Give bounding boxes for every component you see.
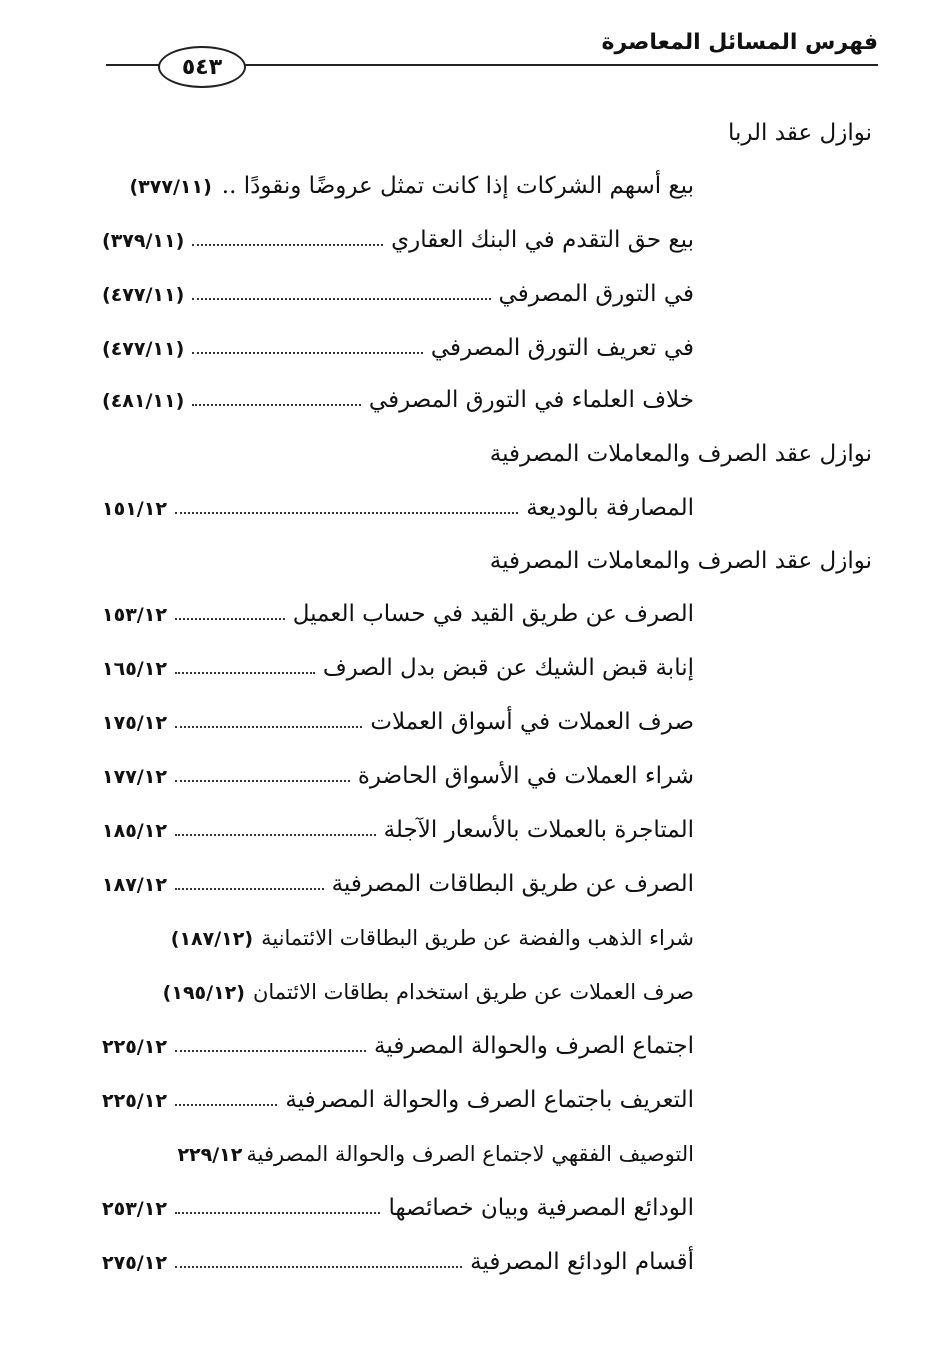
index-entry [102,1028,694,1064]
index-entry [102,1136,694,1172]
entry-reference: (٤٧٧/١١) [102,338,185,360]
page-header [100,24,878,88]
entry-reference: ٢٢٥/١٢ [102,1036,167,1058]
entry-reference: ١٥٣/١٢ [102,604,167,626]
dot-leader [175,1104,277,1106]
dot-leader [175,780,350,782]
dot-leader [175,1050,366,1052]
entry-reference: ٢٥٣/١٢ [102,1198,167,1220]
entry-reference: ٢٢٥/١٢ [102,1090,167,1112]
index-entry [102,1190,694,1226]
entry-reference: (٤٨١/١١) [102,390,185,412]
section-heading: نوازل عقد الصرف والمعاملات المصرفية [489,548,872,574]
entry-title: شراء العملات في الأسواق الحاضرة [357,763,694,789]
entry-title: خلاف العلماء في التورق المصرفي [368,387,694,413]
entry-reference: ١٦٥/١٢ [102,658,167,680]
section-heading: نوازل عقد الربا [727,120,872,146]
entry-reference: ١٨٧/١٢ [102,874,167,896]
dot-leader [175,1212,381,1214]
entry-title: بيع أسهم الشركات إذا كانت تمثل عروضًا ونقودًا .. [221,173,694,199]
entry-reference: ١٨٥/١٢ [102,820,167,842]
entry-title: التعريف باجتماع الصرف والحوالة المصرفية [285,1087,694,1113]
index-entry [102,276,694,312]
entry-reference: (٤٧٧/١١) [102,284,185,306]
index-entry [102,974,694,1010]
index-entry [102,1082,694,1118]
entry-title: شراء الذهب والفضة عن طريق البطاقات الائتمانية [261,926,694,950]
entry-title: الصرف عن طريق البطاقات المصرفية [331,871,694,897]
entry-title: صرف العملات عن طريق استخدام بطاقات الائتمان [252,980,694,1004]
index-entry [102,704,694,740]
entry-reference: (١٨٧/١٢) [170,928,254,950]
index-entry [102,812,694,848]
entry-title: صرف العملات في أسواق العملات [370,709,694,735]
entry-title: إنابة قبض الشيك عن قبض بدل الصرف [322,655,694,681]
index-entry [102,330,694,366]
dot-leader [192,298,490,300]
entry-title: الصرف عن طريق القيد في حساب العميل [292,601,694,627]
dot-leader [175,726,362,728]
entry-reference: ١٧٥/١٢ [102,712,167,734]
entry-title: بيع حق التقدم في البنك العقاري [391,227,694,253]
index-entry [102,1244,694,1280]
entry-title: التوصيف الفقهي لاجتماع الصرف والحوالة المصرفية [246,1142,694,1166]
entry-reference: ٢٧٥/١٢ [102,1252,167,1274]
dot-leader [192,244,383,246]
dot-leader [175,1266,462,1268]
entry-title: المصارفة بالوديعة [526,495,694,521]
dot-leader [175,888,324,890]
index-entry [102,222,694,258]
entry-title: في تعريف التورق المصرفي [430,335,694,361]
entry-title: أقسام الودائع المصرفية [470,1249,694,1275]
index-entry [102,650,694,686]
dot-leader [175,618,285,620]
dot-leader [175,672,315,674]
entry-title: المتاجرة بالعملات بالأسعار الآجلة [383,817,694,843]
dot-leader [192,404,361,406]
entry-title: الودائع المصرفية وبيان خصائصها [388,1195,694,1221]
entry-title: اجتماع الصرف والحوالة المصرفية [374,1033,694,1059]
index-entry [102,920,694,956]
index-entry [102,168,694,204]
dot-leader [175,512,518,514]
entry-reference: (٣٧٧/١١) [129,176,212,198]
index-entry [102,866,694,902]
dot-leader [175,834,376,836]
index-entry [102,758,694,794]
index-entry [102,596,694,632]
entry-reference: ١٥١/١٢ [102,498,167,520]
dot-leader [192,352,423,354]
entry-title: في التورق المصرفي [498,281,694,307]
entry-reference: ٢٢٩/١٢ [177,1144,243,1166]
running-title: فهرس المسائل المعاصرة [601,30,878,55]
page-number: ٥٤٣ [158,46,246,88]
section-heading: نوازل عقد الصرف والمعاملات المصرفية [489,441,872,467]
index-entry [102,382,694,418]
entry-reference: (١٩٥/١٢) [162,982,245,1004]
entry-reference: ١٧٧/١٢ [102,766,167,788]
index-entry [102,490,694,526]
entry-reference: (٣٧٩/١١) [102,230,185,252]
